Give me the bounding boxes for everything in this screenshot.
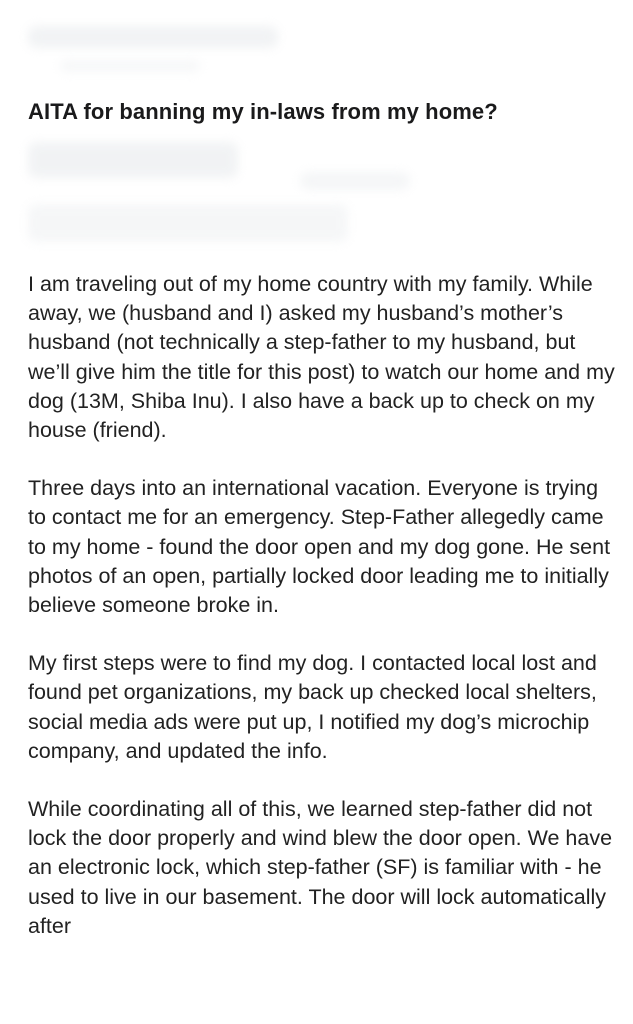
blurred-post-meta: [60, 60, 200, 72]
post-title: AITA for banning my in-laws from my home?: [28, 99, 498, 124]
bottom-fade: [0, 1010, 633, 1024]
post-body: [28, 270, 620, 941]
post-paragraph: My first steps were to find my dog. I contacted local lost and found pet organizations, my back up checked local shelters, social media ads were put up, I notified my dog’s microchip company, and updated the info.: [28, 651, 597, 763]
blurred-flair: [28, 142, 238, 178]
blurred-subreddit-header: [28, 26, 278, 48]
post-paragraph: I am traveling out of my home country with my family. While away, we (husband and I) asked my husband’s mother’s husband (not technically a step-father to my husband, but we’ll give him the title for this post) to watch our home and my dog (13M, Shiba Inu). I also have a back up to check on my house (friend).: [28, 272, 615, 443]
blurred-author: [300, 172, 410, 190]
post-paragraph: Three days into an international vacation. Everyone is trying to contact me for an emergency. Step-Father allegedly came to my home - found the door open and my dog gone. He sent photos of an open, partially locked door leading me to initially believe someone broke in.: [28, 476, 611, 618]
post-paragraph: While coordinating all of this, we learned step-father did not lock the door properly and wind blew the door open. We have an electronic lock, which step-father (SF) is familiar with - he used to live in our basement. The door will lock automatically after: [28, 797, 613, 938]
blurred-post-info: [28, 204, 348, 242]
